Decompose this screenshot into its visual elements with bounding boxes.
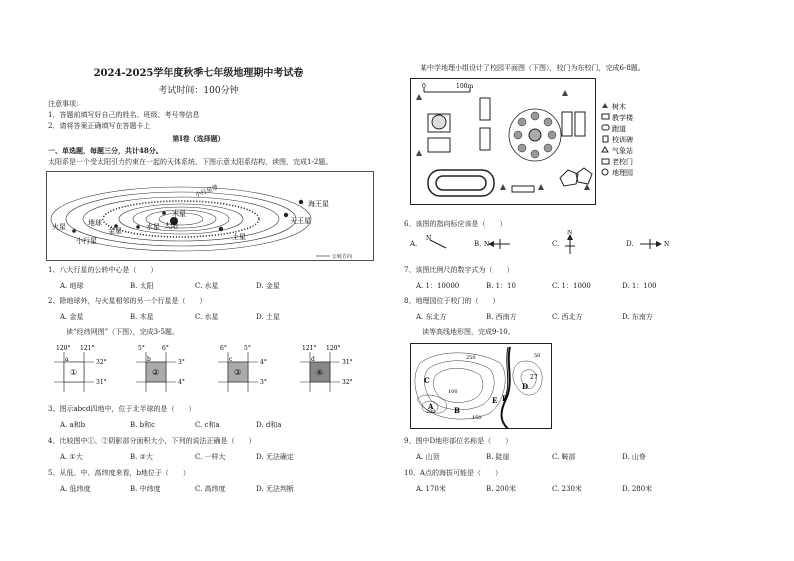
solar-system-diagram xyxy=(46,171,374,261)
grid-num-4: ④ xyxy=(316,368,324,377)
grid-letter-a: a xyxy=(65,356,69,363)
q2-option-d[interactable]: D. 土星 xyxy=(256,313,280,321)
grid-top-left-3: 6° xyxy=(220,345,227,352)
contour-200: 200 xyxy=(426,409,436,415)
q6-text: 6、该图的指向标应该是（ ） xyxy=(404,220,507,228)
q5-option-b[interactable]: B. 中纬度 xyxy=(130,485,161,493)
q1-option-a[interactable]: A. 地球 xyxy=(60,282,84,290)
north-arrow-d-icon xyxy=(636,234,672,252)
planet-mars: 火星 xyxy=(52,223,66,231)
q8-option-b[interactable]: B. 西南方 xyxy=(486,313,517,321)
contour-intro: 读等高线地形图，完成9-10。 xyxy=(422,328,515,336)
q1-option-b[interactable]: B. 太阳 xyxy=(130,282,154,290)
grid-top-right-1: 121° xyxy=(80,345,95,352)
grid-side-top-1: 32° xyxy=(96,359,107,366)
q2-option-b[interactable]: B. 木星 xyxy=(130,313,154,321)
legend-track: 跑道 xyxy=(612,125,626,133)
point-a: A xyxy=(428,402,434,411)
contour-map xyxy=(410,343,552,429)
q9-option-c[interactable]: C. 鞍部 xyxy=(552,453,576,461)
grid-side-top-3: 4° xyxy=(260,359,267,366)
q8-text: 8、地理园位于校门的（ ） xyxy=(404,297,500,305)
grid-side-bottom-2: 4° xyxy=(178,379,185,386)
exam-time: 考试时间：100分钟 xyxy=(158,86,239,96)
q6-option-c[interactable]: C. xyxy=(552,240,560,248)
q3-option-d[interactable]: D. d和a xyxy=(256,421,282,429)
grid-top-left-4: 121° xyxy=(302,345,317,352)
legend-weather-station: 气象站 xyxy=(612,147,633,155)
contour-250: 250 xyxy=(466,355,476,361)
grid-side-bottom-1: 31° xyxy=(96,379,107,386)
contour-150: 150 xyxy=(472,415,482,421)
notice-item-1: 1．答题前填写好自己的姓名、班级、考号等信息 xyxy=(48,111,200,119)
solar-intro: 太阳系是一个受太阳引力约束在一起的天体系统，下图示意太阳系结构，读图，完成1-2题。 xyxy=(48,158,333,166)
asteroid-label: 小行星 xyxy=(76,237,97,245)
q9-option-b[interactable]: B. 陡崖 xyxy=(486,453,510,461)
q4-option-c[interactable]: C. 一样大 xyxy=(195,453,226,461)
point-e: E xyxy=(492,396,498,405)
q1-option-d[interactable]: D. 金星 xyxy=(256,282,280,290)
q10-option-c[interactable]: C. 230米 xyxy=(552,485,582,493)
grid-intro: 读“经纬网图”（下图），完成3-5题。 xyxy=(66,328,179,336)
q7-option-d[interactable]: D. 1：100 xyxy=(622,282,657,290)
notice-item-2: 2．请将答案正确填写在答题卡上 xyxy=(48,122,151,130)
grid-top-right-2: 6° xyxy=(162,345,169,352)
point-b: B xyxy=(454,406,460,415)
legend-motto-stone: 校训碑 xyxy=(612,136,633,144)
point-c: C xyxy=(424,376,430,385)
grid-top-left-1: 120° xyxy=(56,345,71,352)
q3-option-b[interactable]: B. b和c xyxy=(130,421,155,429)
svg-text:N: N xyxy=(567,230,573,236)
lat-long-grids xyxy=(48,342,374,400)
planet-earth: 地球 xyxy=(88,219,102,227)
q4-text: 4、比较图中①、②阴影部分面积大小，下列的说法正确是（ ） xyxy=(48,437,256,445)
grid-letter-d: d xyxy=(311,356,315,363)
q9-text: 9、图中D地形部位名称是（ ） xyxy=(404,437,513,445)
campus-intro: 某中学地理小组设计了校园平面图（下图），校门为东校门，完成6-8题。 xyxy=(420,64,645,72)
svg-text:N: N xyxy=(484,241,490,248)
q8-option-a[interactable]: A. 东北方 xyxy=(416,313,447,321)
campus-map xyxy=(410,78,682,206)
q7-option-a[interactable]: A. 1：10000 xyxy=(416,282,460,290)
contour-27: 27 xyxy=(530,374,538,381)
grid-num-1: ① xyxy=(70,368,78,377)
planet-neptune: 海王星 xyxy=(308,200,329,208)
grid-4 xyxy=(300,345,353,392)
grid-3 xyxy=(218,345,267,392)
q7-option-b[interactable]: B. 1：10 xyxy=(486,282,516,290)
grid-top-right-3: 5° xyxy=(244,345,251,352)
svg-text:N: N xyxy=(664,241,670,248)
scale-label: 100m xyxy=(456,83,474,90)
q10-text: 10、A点的海拔可能是（ ） xyxy=(404,469,502,477)
q10-option-d[interactable]: D. 280米 xyxy=(622,485,653,493)
legend-geo-garden: 地理园 xyxy=(612,169,633,177)
grid-top-right-4: 120° xyxy=(326,345,341,352)
exam-title: 2024-2025学年度秋季七年级地理期中考试卷 xyxy=(93,68,304,79)
q10-option-b[interactable]: B. 200米 xyxy=(486,485,516,493)
grid-side-bottom-3: 3° xyxy=(260,379,267,386)
part-title: 一、单选题，每题三分，共计48分。 xyxy=(48,146,163,155)
q5-option-c[interactable]: C. 高纬度 xyxy=(195,485,226,493)
q3-text: 3、图示abcd四地中，位于北半球的是（ ） xyxy=(48,405,196,413)
q8-option-c[interactable]: C. 西北方 xyxy=(552,313,583,321)
q6-option-a[interactable]: A. xyxy=(410,240,418,248)
svg-text:N: N xyxy=(426,235,432,242)
grid-letter-c: c xyxy=(229,356,233,363)
sun-label: 太阳 xyxy=(164,222,178,230)
grid-1 xyxy=(54,345,107,392)
q4-option-b[interactable]: B. ②大 xyxy=(130,453,153,461)
point-f: F xyxy=(502,394,507,403)
planet-mercury: 水星 xyxy=(146,223,160,231)
section-heading: 第I卷（选择题） xyxy=(172,134,225,143)
q7-option-c[interactable]: C. 1：1000 xyxy=(552,282,591,290)
q1-text: 1、八大行星的公转中心是（ ） xyxy=(48,266,158,274)
grid-letter-b: b xyxy=(147,356,151,363)
q6-options xyxy=(404,232,694,252)
asteroid-belt-label: 小行星带 xyxy=(194,184,220,199)
q5-option-d[interactable]: D. 无法判断 xyxy=(256,485,294,493)
q9-option-a[interactable]: A. 山顶 xyxy=(416,453,440,461)
q10-option-a[interactable]: A. 170米 xyxy=(416,485,446,493)
q4-option-a[interactable]: A. ①大 xyxy=(60,453,83,461)
q6-option-d[interactable]: D. xyxy=(626,240,634,248)
scale-zero: 0 xyxy=(422,83,426,90)
q1-option-c[interactable]: C. 水星 xyxy=(195,282,219,290)
q3-option-c[interactable]: C. c和a xyxy=(195,421,220,429)
grid-side-bottom-4: 32° xyxy=(342,379,353,386)
legend-old-gate: 老校门 xyxy=(612,158,633,166)
grid-top-left-2: 5° xyxy=(138,345,145,352)
q2-option-c[interactable]: C. 水星 xyxy=(195,313,219,321)
q9-option-d[interactable]: D. 山脊 xyxy=(622,453,646,461)
q7-text: 7、该图比例尺的数字式为（ ） xyxy=(404,266,514,274)
contour-100: 100 xyxy=(448,389,458,395)
point-d: D xyxy=(522,382,529,391)
contour-50: 50 xyxy=(534,353,541,359)
north-arrow-b-icon xyxy=(484,234,514,252)
orbit-legend: 公转方向 xyxy=(332,254,353,260)
q2-option-a[interactable]: A. 金星 xyxy=(60,313,84,321)
q5-text: 5、从低、中、高纬度来看，b地位于（ ） xyxy=(48,469,190,477)
grid-side-top-2: 3° xyxy=(178,359,185,366)
legend-teaching-building: 教学楼 xyxy=(612,114,633,122)
grid-num-3: ③ xyxy=(234,368,242,377)
q2-text: 2、除地球外，与火星相邻的另一个行星是（ ） xyxy=(48,297,207,305)
north-arrow-a-icon xyxy=(426,234,450,252)
q6-option-b[interactable]: B. xyxy=(474,240,482,248)
planet-venus: 金星 xyxy=(108,227,122,235)
planet-jupiter: 木星 xyxy=(172,210,186,218)
legend-tree: 树木 xyxy=(612,103,626,111)
q4-option-d[interactable]: D. 无法确定 xyxy=(256,453,294,461)
north-arrow-c-icon xyxy=(562,230,578,254)
planet-uranus: 天王星 xyxy=(290,217,311,225)
grid-side-top-4: 31° xyxy=(342,359,353,366)
grid-num-2: ② xyxy=(152,368,160,377)
grid-2 xyxy=(136,345,185,392)
q8-option-d[interactable]: D. 东南方 xyxy=(622,313,653,321)
planet-saturn: 土星 xyxy=(232,233,246,241)
notice-heading: 注意事项： xyxy=(48,100,83,108)
q3-option-a[interactable]: A. a和b xyxy=(60,421,86,429)
q5-option-a[interactable]: A. 低纬度 xyxy=(60,485,91,493)
